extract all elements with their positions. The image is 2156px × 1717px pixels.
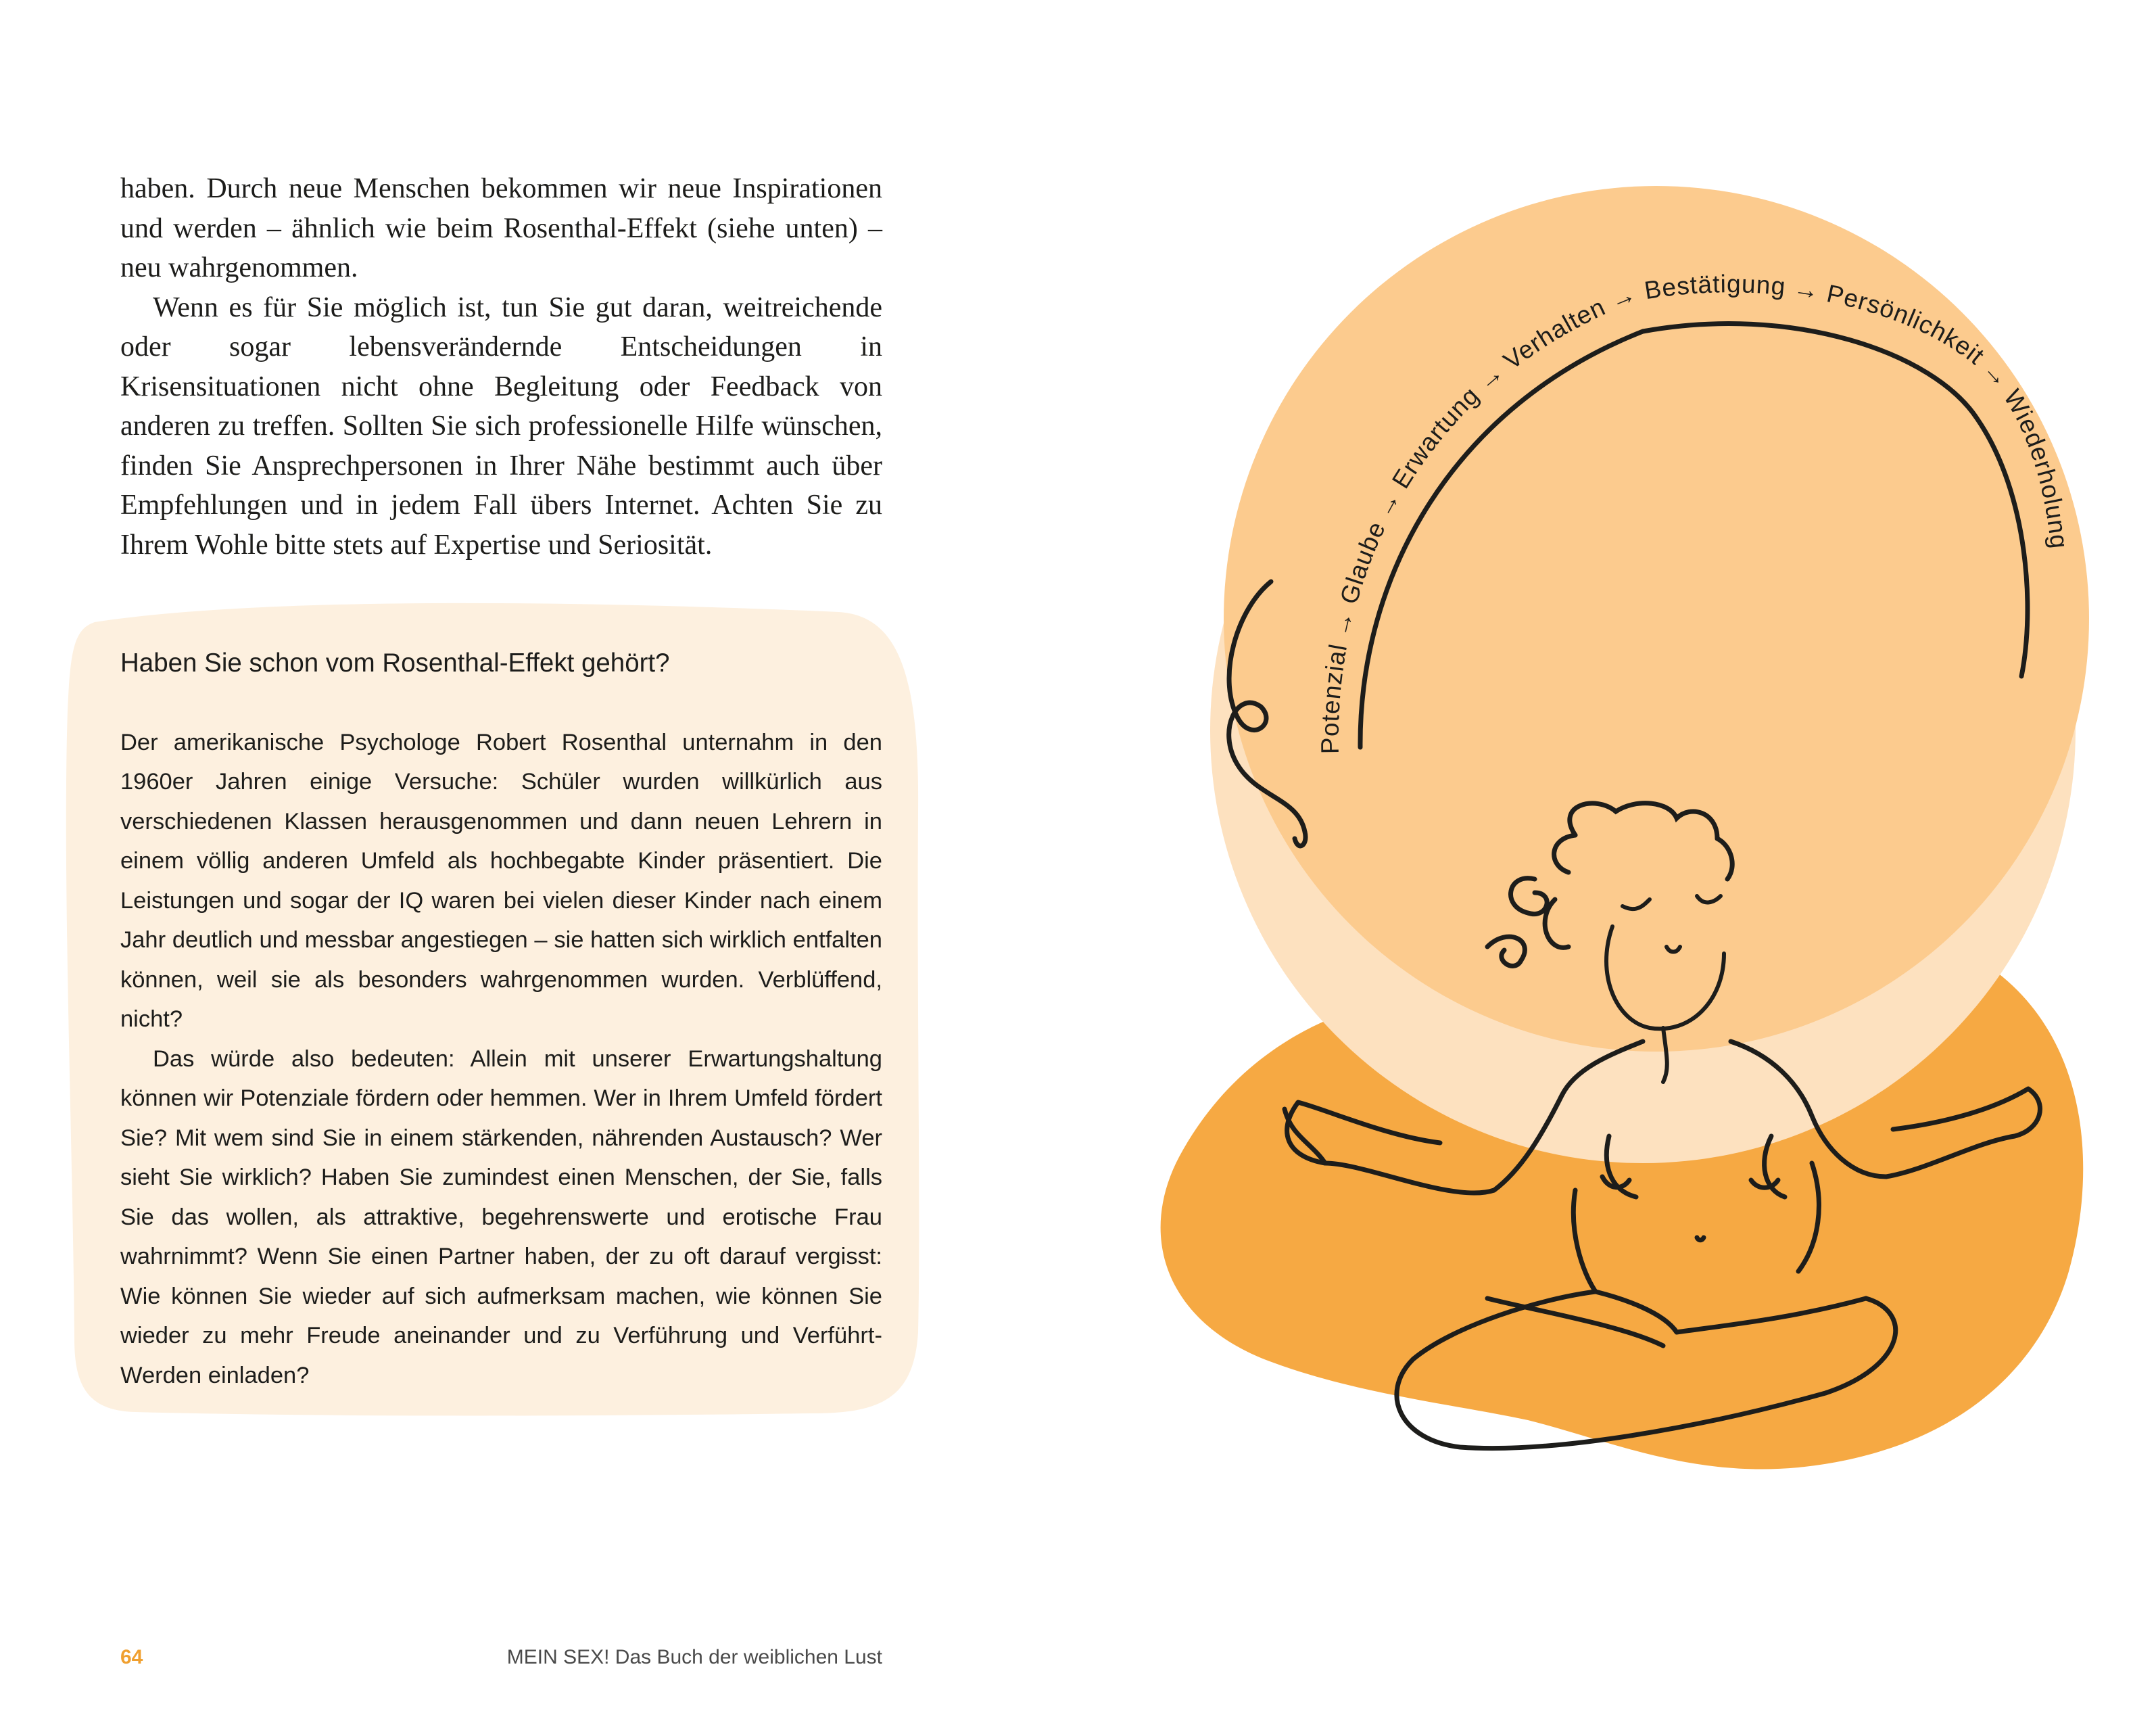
cycle-text-path: Potenzial → Glaube → Erwartung → Verhalten → Bestätigung → Persönlichkeit → Wiederholung bbox=[1316, 270, 2074, 755]
info-box-paragraph: Das würde also bedeuten: Allein mit unserer Erwartungshaltung können wir Potenziale fördern oder hemmen. Wer in Ihrem Umfeld fördert Sie? Mit wem sind Sie in einem stärkenden, nährenden Austausch? Wer sieht Sie wirklich? Haben Sie zumindest einen Menschen, der Sie, falls Sie das wollen, als attraktive, begehrenswerte und erotische Frau wahrnimmt? Wenn Sie einen Partner haben, der zu oft darauf vergisst: Wie können Sie wieder auf sich aufmerksam machen, wie können Sie wieder zu mehr Freude aneinander und zu Verführung und Verführt-Werden einladen? bbox=[120, 1045, 882, 1388]
body-paragraph: Wenn es für Sie möglich ist, tun Sie gut daran, weitreichende oder sogar lebensverändernde Entscheidungen in Krisensituationen nicht ohne Begleitung oder Feedback von anderen zu treffen. Sollten Sie sich professionelle Hilfe wünschen, finden Sie Ansprechpersonen in Ihrer Nähe bestimmt auch über Empfehlungen und in jedem Fall übers Internet. Achten Sie zu Ihrem Wohle bitte stets auf Expertise und Seriosität. bbox=[120, 291, 882, 561]
info-box-title: Haben Sie schon vom Rosenthal-Effekt gehört? bbox=[120, 649, 670, 678]
info-box-paragraph: Der amerikanische Psychologe Robert Rosenthal unternahm in den 1960er Jahren einige Versuche: Schüler wurden willkürlich aus verschiedenen Klassen herausgenommen und dann neuen Lehrern in einem völlig anderen Umfeld als hochbegabte Kinder präsentiert. Die Leistungen und sogar der IQ waren bei vielen dieser Kinder nach einem Jahr deutlich und messbar angestiegen – sie hatten sich wirklich entfalten können, weil sie als besonders wahrgenommen wurden. Verblüffend, nicht? bbox=[120, 729, 882, 1032]
body-paragraph: haben. Durch neue Menschen bekommen wir neue Inspirationen und werden – ähnlich wie beim Rosenthal-Effekt (siehe unten) – neu wahrgenommen. bbox=[120, 173, 882, 283]
page-number: 64 bbox=[120, 1646, 143, 1668]
book-title: MEIN SEX! Das Buch der weiblichen Lust bbox=[506, 1646, 882, 1668]
